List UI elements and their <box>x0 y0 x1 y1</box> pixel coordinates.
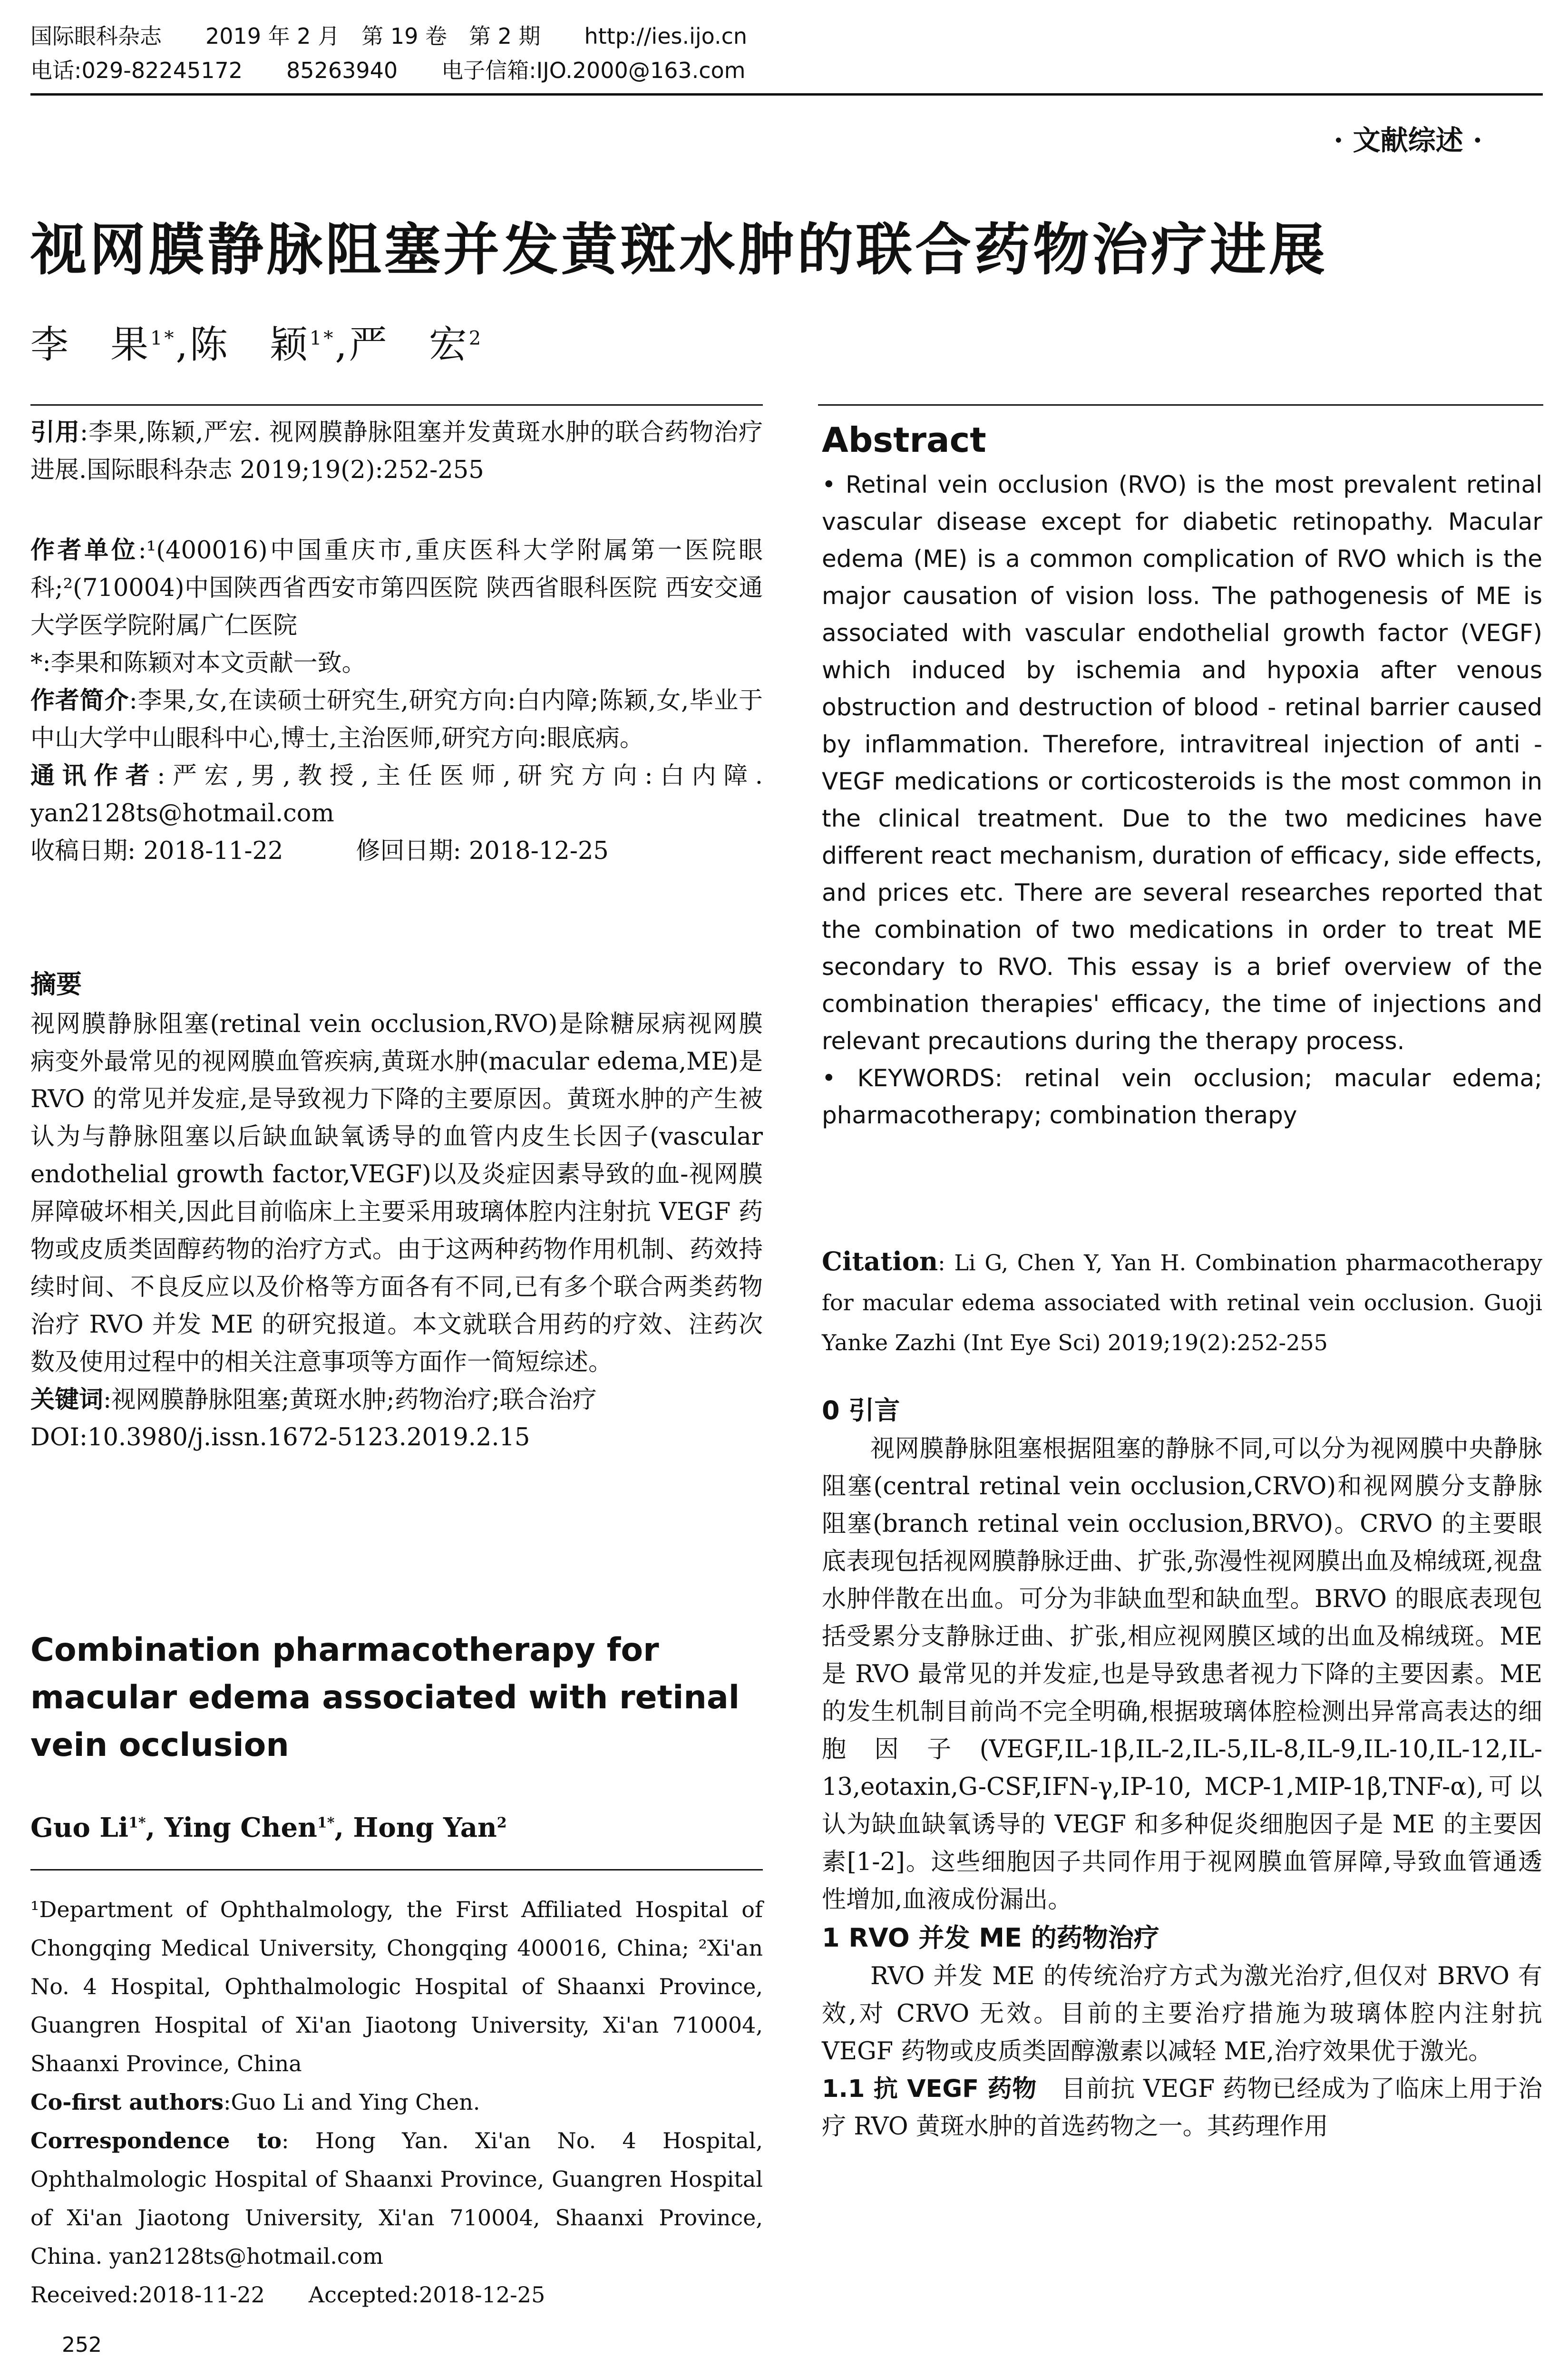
section-heading-1: 1 RVO 并发 ME 的药物治疗 <box>822 1923 1159 1953</box>
author-affiliation-mark: 2 <box>497 1814 507 1831</box>
equal-contribution-note: *:李果和陈颖对本文贡献一致。 <box>30 649 366 677</box>
author-info-block <box>30 532 763 870</box>
section-heading-1-1: 1.1 抗 VEGF 药物 <box>822 2075 1037 2103</box>
bio-text: :李果,女,在读硕士研究生,研究方向:白内障;陈颖,女,毕业于中山大学中山眼科中心,博士,主治医师,研究方向:眼底病。 <box>30 687 763 752</box>
citation-text: : Li G, Chen Y, Yan H. Combination pharmacotherapy for macular edema associated with retinal vein occlusion. Guoji Yanke Zazhi (Int Eye Sci) 2019;19(2):252-255 <box>822 1250 1542 1355</box>
cite-label: 引用 <box>30 419 80 447</box>
citation-label: Citation <box>822 1246 938 1276</box>
author-affiliation-mark: 1* <box>309 327 335 350</box>
unit-text: :¹(400016)中国重庆市,重庆医科大学附属第一医院眼科;²(710004)中国陕西省西安市第四医院 陕西省眼科医院 西安交通大学医学院附属广仁医院 <box>30 536 763 640</box>
abstract-text-cn: 视网膜静脉阻塞(retinal vein occlusion,RVO)是除糖尿病视网膜病变外最常见的视网膜血管疾病,黄斑水肿(macular edema,ME)是 RVO 的常见并发症,是导致视力下降的主要原因。黄斑水肿的产生被认为与静脉阻塞以后缺血缺氧诱导的血管内皮生长因子(vascular endothelial growth factor,VEGF)以及炎症因素导致的血-视网膜屏障破坏相关,因此目前临床上主要采用玻璃体腔内注射抗 VEGF 药物或皮质类固醇药物的治疗方式。由于这两种药物作用机制、药效持续时间、不良反应以及价格等方面各有不同,已有多个联合两类药物治疗 RVO 并发 ME 的研究报道。本文就联合用药的疗效、注药次数及使用过程中的相关注意事项等方面作一简短综述。 <box>30 1010 763 1376</box>
chinese-abstract <box>30 965 763 1456</box>
author-affiliation-mark: 1* <box>150 327 176 350</box>
author-name: ,严 宏 <box>335 322 469 367</box>
english-correspondence-text: : Hong Yan. Xi'an No. 4 Hospital, Ophthalmologic Hospital of Shaanxi Province, Guangren Hospital of Xi'an Jiaotong University, Xi'an 710004, Shaanxi Province, China. yan2128ts@hotmail.com <box>30 2128 763 2269</box>
section-tag: · 文献综述 · <box>1334 124 1482 156</box>
journal-contact-line: 电话:029-82245172 85263940 电子信箱:IJO.2000@163.com <box>30 58 746 83</box>
author-name: , Ying Chen <box>146 1812 317 1843</box>
header-rule <box>30 93 1543 96</box>
chinese-citation <box>30 414 763 489</box>
right-column-rule <box>818 404 1543 406</box>
journal-info-line: 国际眼科杂志 2019 年 2 月 第 19 卷 第 2 期 http://ies.ijo.cn <box>30 23 748 49</box>
author-list <box>30 314 483 369</box>
english-correspondence-label: Correspondence to <box>30 2128 282 2153</box>
english-authors-rule <box>30 1869 763 1870</box>
section-0-text: 视网膜静脉阻塞根据阻塞的静脉不同,可以分为视网膜中央静脉阻塞(central retinal vein occlusion,CRVO)和视网膜分支静脉阻塞(branch retinal vein occlusion,BRVO)。CRVO 的主要眼底表现包括视网膜静脉迂曲、扩张,弥漫性视网膜出血及棉绒斑,视盘水肿伴散在出血。可分为非缺血型和缺血型。BRVO 的眼底表现包括受累分支静脉迂曲、扩张,相应视网膜区域的出血及棉绒斑。ME 是 RVO 最常见的并发症,也是导致患者视力下降的主要因素。ME 的发生机制目前尚不完全明确,根据玻璃体腔检测出异常高表达的细胞因子(VEGF,IL-1β,IL-2,IL-5,IL-8,IL-9,IL-10,IL-12,IL-13,eotaxin,G-CSF,IFN-γ,IP-10, MCP-1,MIP-1β,TNF-α),可以认为缺血缺氧诱导的 VEGF 和多种促炎细胞因子是 ME 的主要因素[1-2]。这些细胞因子共同作用于视网膜血管屏障,导致血管通透性增加,血液成份漏出。 <box>822 1435 1542 1914</box>
author-affiliation-mark: 1* <box>317 1814 335 1831</box>
page-number: 252 <box>62 2333 102 2357</box>
doi: DOI:10.3980/j.issn.1672-5123.2019.2.15 <box>30 1423 530 1452</box>
keywords-text-cn: :视网膜静脉阻塞;黄斑水肿;药物治疗;联合治疗 <box>103 1386 597 1414</box>
keywords-label-cn: 关键词 <box>30 1386 104 1414</box>
cite-text: :李果,陈颖,严宏. 视网膜静脉阻塞并发黄斑水肿的联合药物治疗进展.国际眼科杂志 2019;19(2):252-255 <box>30 419 763 484</box>
author-affiliation-mark: 2 <box>468 327 483 350</box>
abstract-text: • Retinal vein occlusion (RVO) is the most prevalent retinal vascular disease except for diabetic retinopathy. Macular edema (ME) is a common complication of RVO which is the major causation of vision loss. The pathogenesis of ME is associated with vascular endothelial growth factor (VEGF) which induced by ischemia and hypoxia after venous obstruction and destruction of blood - retinal barrier caused by inflammation. Therefore, intravitreal injection of anti - VEGF medications or corticosteroids is the most common in the clinical treatment. Due to the two medicines have different react mechanism, duration of efficacy, side effects, and prices etc. There are several researches reported that the combination of two medications in order to treat ME secondary to RVO. This essay is a brief overview of the combination therapies' efficacy, the time of injections and relevant precautions during the therapy process. <box>822 471 1542 1055</box>
author-name: ,陈 颖 <box>175 322 310 367</box>
article-title: 视网膜静脉阻塞并发黄斑水肿的联合药物治疗进展 <box>30 217 1328 283</box>
left-column-rule <box>30 404 763 406</box>
abstract-heading-cn: 摘要 <box>30 969 82 999</box>
abstract-heading: Abstract <box>822 420 986 460</box>
english-title: Combination pharmacotherapy for macular edema associated with retinal vein occlusion <box>30 1631 740 1764</box>
english-author-list <box>30 1812 763 1843</box>
author-name: , Hong Yan <box>334 1812 497 1843</box>
author-name: Guo Li <box>30 1812 129 1843</box>
section-heading-0: 0 引言 <box>822 1395 900 1425</box>
english-abstract <box>822 414 1542 1134</box>
section-1-text: RVO 并发 ME 的传统治疗方式为激光治疗,但仅对 BRVO 有效,对 CRVO 无效。目前的主要治疗措施为玻璃体腔内注射抗 VEGF 药物或皮质类固醇激素以减轻 ME,治疗效果优于激光。 <box>822 1962 1542 2065</box>
section-1-1-text: 目前抗 VEGF 药物已经成为了临床上用于治疗 RVO 黄斑水肿的首选药物之一。其药理作用 <box>822 2075 1542 2141</box>
cofirst-label: Co-first authors <box>30 2089 224 2115</box>
keywords-text: • KEYWORDS: retinal vein occlusion; macular edema; pharmacotherapy; combination therapy <box>822 1064 1542 1129</box>
received-dates: 收稿日期: 2018-11-22 修回日期: 2018-12-25 <box>30 837 609 865</box>
english-citation <box>822 1241 1542 1363</box>
unit-label: 作者单位 <box>30 536 138 565</box>
bio-label: 作者简介 <box>30 687 129 715</box>
author-name: 李 果 <box>30 322 150 367</box>
author-affiliation-mark: 1* <box>128 1814 146 1831</box>
english-affiliations <box>30 1890 763 2314</box>
english-affiliation-text: ¹Department of Ophthalmology, the First Affiliated Hospital of Chongqing Medical University, Chongqing 400016, China; ²Xi'an No. 4 Hospital, Ophthalmologic Hospital of Shaanxi Province, Guangren Hospital of Xi'an Jiaotong University, Xi'an 710004, Shaanxi Province, China <box>30 1897 763 2076</box>
cofirst-text: :Guo Li and Ying Chen. <box>223 2089 480 2115</box>
correspondence-text: :严宏,男,教授,主任医师,研究方向:白内障. yan2128ts@hotmail.com <box>30 762 763 828</box>
correspondence-label: 通讯作者 <box>30 762 157 790</box>
english-dates: Received:2018-11-22 Accepted:2018-12-25 <box>30 2282 545 2308</box>
article-body <box>822 1391 1542 2145</box>
journal-header <box>30 19 1543 88</box>
